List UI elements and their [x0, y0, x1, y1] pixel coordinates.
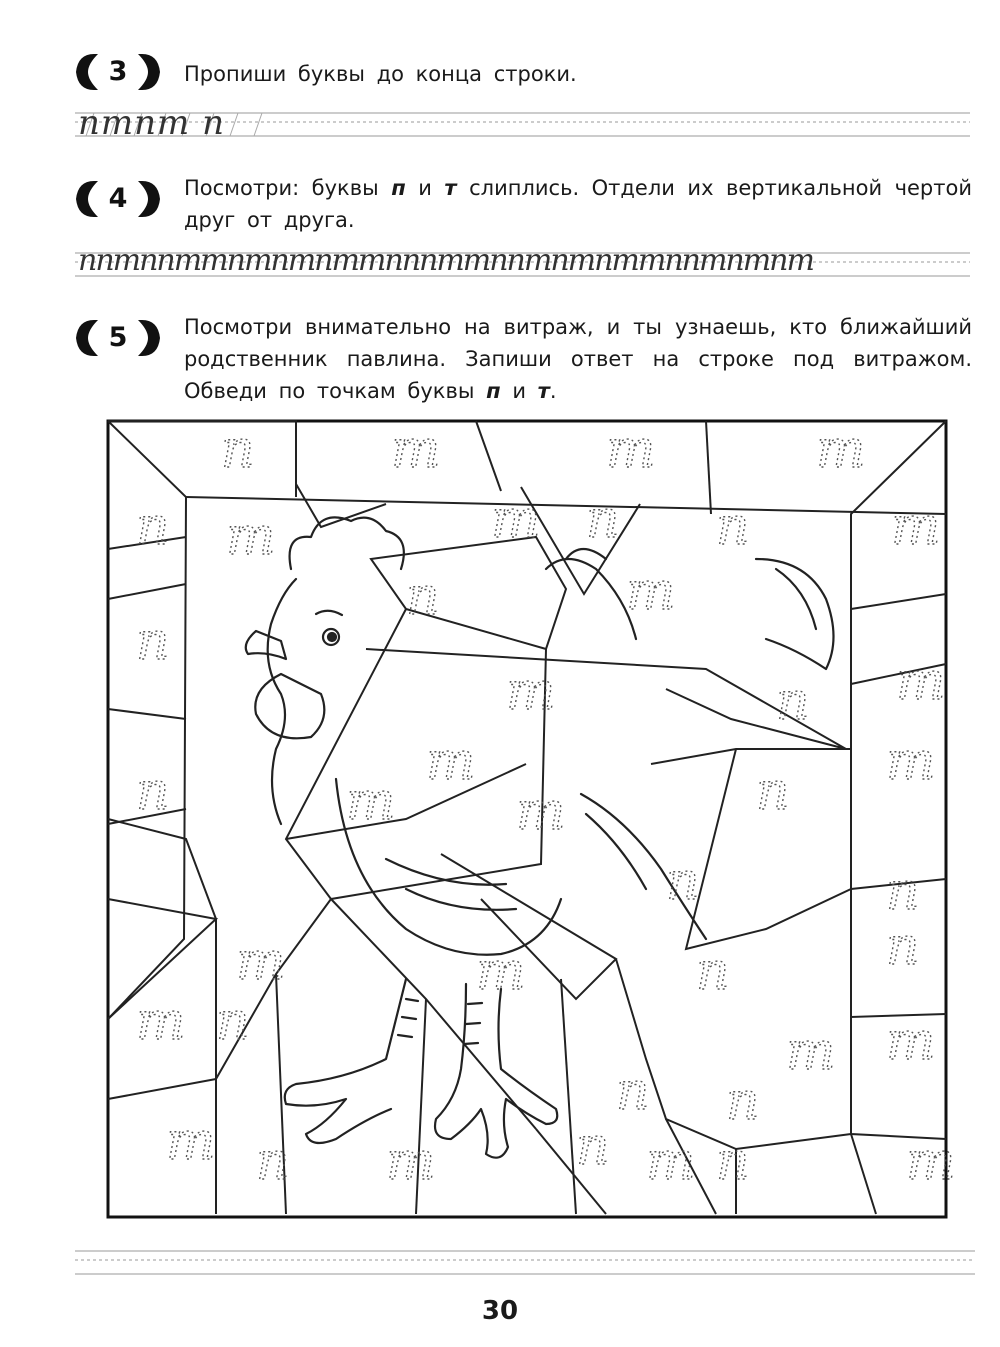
dotted-letter: т — [646, 1132, 696, 1192]
task-5-part-3: . — [549, 379, 557, 403]
dotted-letter: п — [886, 862, 920, 922]
dotted-letter: т — [491, 490, 541, 550]
dotted-letter: п — [756, 762, 790, 822]
dotted-letter: т — [906, 1132, 956, 1192]
task-5-letter-t: т — [537, 379, 550, 403]
dotted-letter: т — [606, 420, 656, 480]
task-3-number: 3 — [108, 56, 128, 87]
task-4-part-3: слиплись. Отдели их вертикальной чертой друг от друга. — [184, 176, 972, 232]
dotted-letter: т — [236, 932, 286, 992]
dotted-letter: п — [221, 420, 255, 480]
dotted-letter: п — [586, 490, 620, 550]
task-3-instruction: Пропиши буквы до конца строки. — [184, 62, 577, 86]
sample-row-3: птпт п — [78, 103, 225, 143]
dotted-letter: т — [476, 942, 526, 1002]
dotted-letter: п — [776, 672, 810, 732]
dotted-letter: т — [386, 1132, 436, 1192]
dotted-letter: т — [516, 782, 566, 842]
dotted-letter: т — [626, 562, 676, 622]
dotted-letter: т — [891, 497, 941, 557]
dotted-letter: п — [696, 942, 730, 1002]
task-4-letter-t: т — [444, 176, 457, 200]
stained-glass-picture — [106, 419, 956, 1219]
dotted-letter: т — [426, 732, 476, 792]
sample-row-4: пптппттптптпттпппттпптптпттпптптпт — [78, 243, 813, 278]
dotted-letter: п — [136, 497, 170, 557]
dotted-letter: т — [136, 992, 186, 1052]
dotted-letter: п — [136, 612, 170, 672]
dotted-letter: т — [391, 420, 441, 480]
dotted-letter: п — [666, 852, 700, 912]
task-4-number: 4 — [108, 183, 128, 214]
dotted-letter: т — [886, 1012, 936, 1072]
task-5-part-2: и — [500, 379, 538, 403]
task-5-part-1: Посмотри внимательно на витраж, и ты узнаешь, кто ближайший родственник павлина. Запиши ответ на строке под витражом. Обведи по точкам буквы — [184, 315, 972, 403]
task-4-part-1: Посмотри: буквы — [184, 176, 392, 200]
dotted-letter: п — [716, 1132, 750, 1192]
dotted-letter: т — [786, 1022, 836, 1082]
dotted-letter: т — [166, 1112, 216, 1172]
dotted-letter: п — [726, 1072, 760, 1132]
dotted-letter: п — [256, 1132, 290, 1192]
dotted-letter: т — [896, 652, 946, 712]
dotted-letter: т — [506, 662, 556, 722]
task-5-letter-p: п — [486, 379, 501, 403]
task-4-part-2: и — [405, 176, 445, 200]
dotted-letter: п — [576, 1117, 610, 1177]
dotted-letter: т — [346, 772, 396, 832]
dotted-letter: п — [616, 1062, 650, 1122]
dotted-letter: т — [886, 732, 936, 792]
dotted-letter: п — [216, 992, 250, 1052]
dotted-letter: п — [406, 567, 440, 627]
task-5-number: 5 — [108, 322, 128, 353]
dotted-letter: т — [816, 420, 866, 480]
dotted-letter: п — [716, 497, 750, 557]
dotted-letter: т — [226, 507, 276, 567]
dotted-letter: п — [886, 917, 920, 977]
task-4-letter-p: п — [391, 176, 406, 200]
dotted-letter: п — [136, 762, 170, 822]
page-number: 30 — [481, 1296, 519, 1326]
